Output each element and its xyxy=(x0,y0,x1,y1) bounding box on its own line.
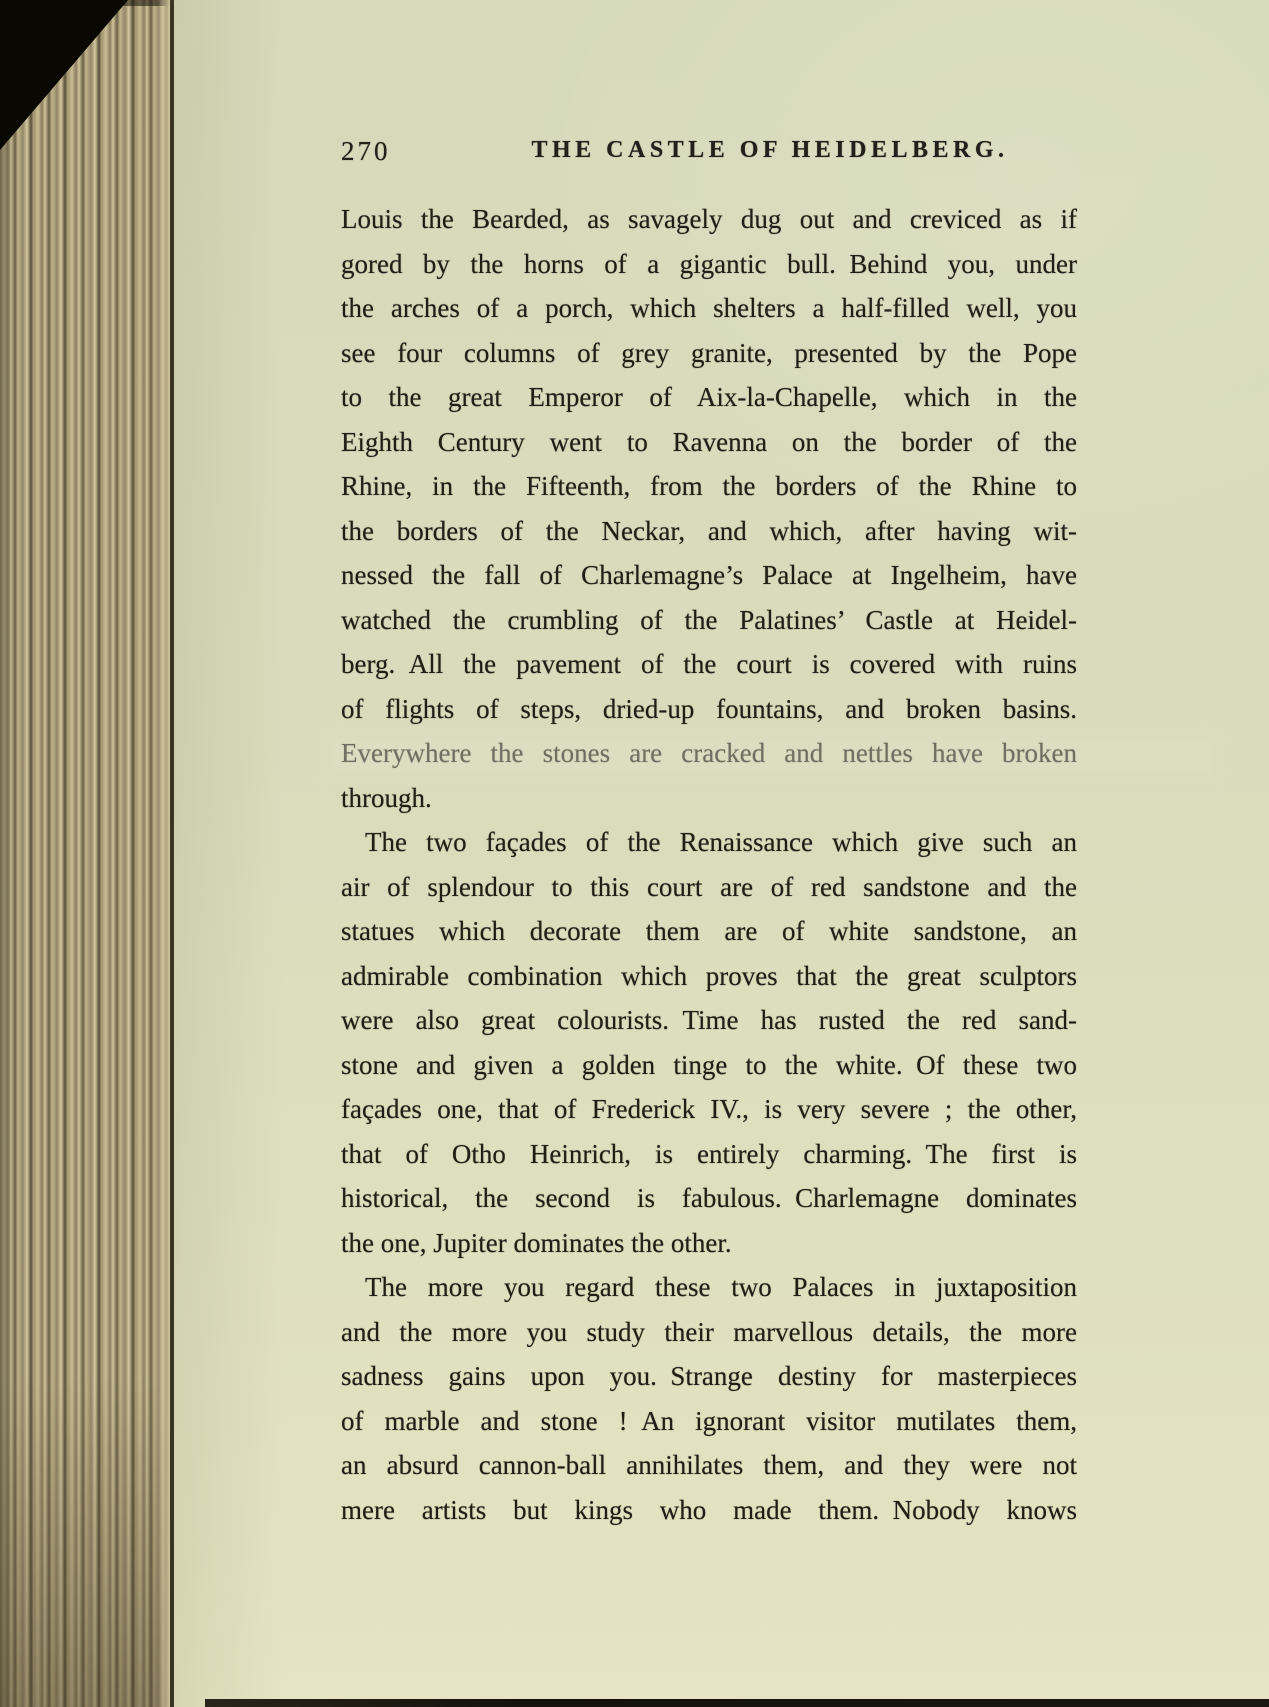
text-line: see four columns of grey granite, presented by the Pope xyxy=(341,337,1077,368)
text-line: mere artists but kings who made them. Nobody knows xyxy=(341,1494,1077,1525)
text-line: Louis the Bearded, as savagely dug out and creviced as if xyxy=(341,204,1077,234)
text-line: sadness gains upon you. Strange destiny for masterpieces xyxy=(341,1361,1077,1391)
text-line: façades one, that of Frederick IV., is very severe ; the other, xyxy=(341,1094,1077,1124)
text-line: Everywhere the stones are cracked and nettles have broken xyxy=(341,738,1077,768)
text-line: The two façades of the Renaissance which give such an xyxy=(365,827,1077,857)
text-line: watched the crumbling of the Palatines’ Castle at Heidel- xyxy=(341,604,1077,635)
text-line: an absurd cannon-ball annihilates them, and they were not xyxy=(341,1450,1077,1480)
text-line: historical, the second is fabulous. Charlemagne dominates xyxy=(341,1183,1077,1213)
text-line: Eighth Century went to Ravenna on the border of the xyxy=(341,426,1077,457)
text-line: to the great Emperor of Aix-la-Chapelle, which in the xyxy=(341,382,1077,412)
stacked-page-edges xyxy=(0,0,174,1707)
text-line: gored by the horns of a gigantic bull. Behind you, under xyxy=(341,248,1077,279)
text-line: nessed the fall of Charlemagne’s Palace at Ingelheim, have xyxy=(341,560,1077,590)
text-line: stone and given a golden tinge to the white. Of these two xyxy=(341,1049,1077,1080)
text-line: were also great colourists. Time has rusted the red sand- xyxy=(341,1005,1077,1035)
spine-shadow-wedge xyxy=(0,0,128,150)
page-header xyxy=(174,134,1269,176)
text-line: and the more you study their marvellous details, the more xyxy=(341,1316,1077,1347)
book-page xyxy=(174,0,1269,1707)
bottom-edge-shadow xyxy=(205,1699,1269,1707)
text-line: through. xyxy=(341,782,432,813)
text-line: statues which decorate them are of white sandstone, an xyxy=(341,916,1077,946)
page-number: 270 xyxy=(341,136,391,166)
text-line: the borders of the Neckar, and which, after having wit- xyxy=(341,515,1077,546)
text-line: berg. All the pavement of the court is covered with ruins xyxy=(341,649,1077,679)
text-line: of flights of steps, dried-up fountains, and broken basins. xyxy=(341,693,1077,724)
text-line: that of Otho Heinrich, is entirely charming. The first is xyxy=(341,1138,1077,1169)
text-line: of marble and stone ! An ignorant visitor mutilates them, xyxy=(341,1405,1077,1436)
page-edges-bottom-shading xyxy=(0,1377,170,1707)
text-line: The more you regard these two Palaces in juxtaposition xyxy=(365,1272,1077,1302)
running-title: THE CASTLE OF HEIDELBERG. xyxy=(531,137,1009,163)
text-line: the one, Jupiter dominates the other. xyxy=(341,1227,732,1258)
text-line: air of splendour to this court are of red sandstone and the xyxy=(341,871,1077,902)
page-text xyxy=(341,197,1077,1532)
text-line: the arches of a porch, which shelters a half-filled well, you xyxy=(341,293,1077,323)
text-line: Rhine, in the Fifteenth, from the borders of the Rhine to xyxy=(341,471,1077,501)
text-line: admirable combination which proves that the great sculptors xyxy=(341,960,1077,991)
